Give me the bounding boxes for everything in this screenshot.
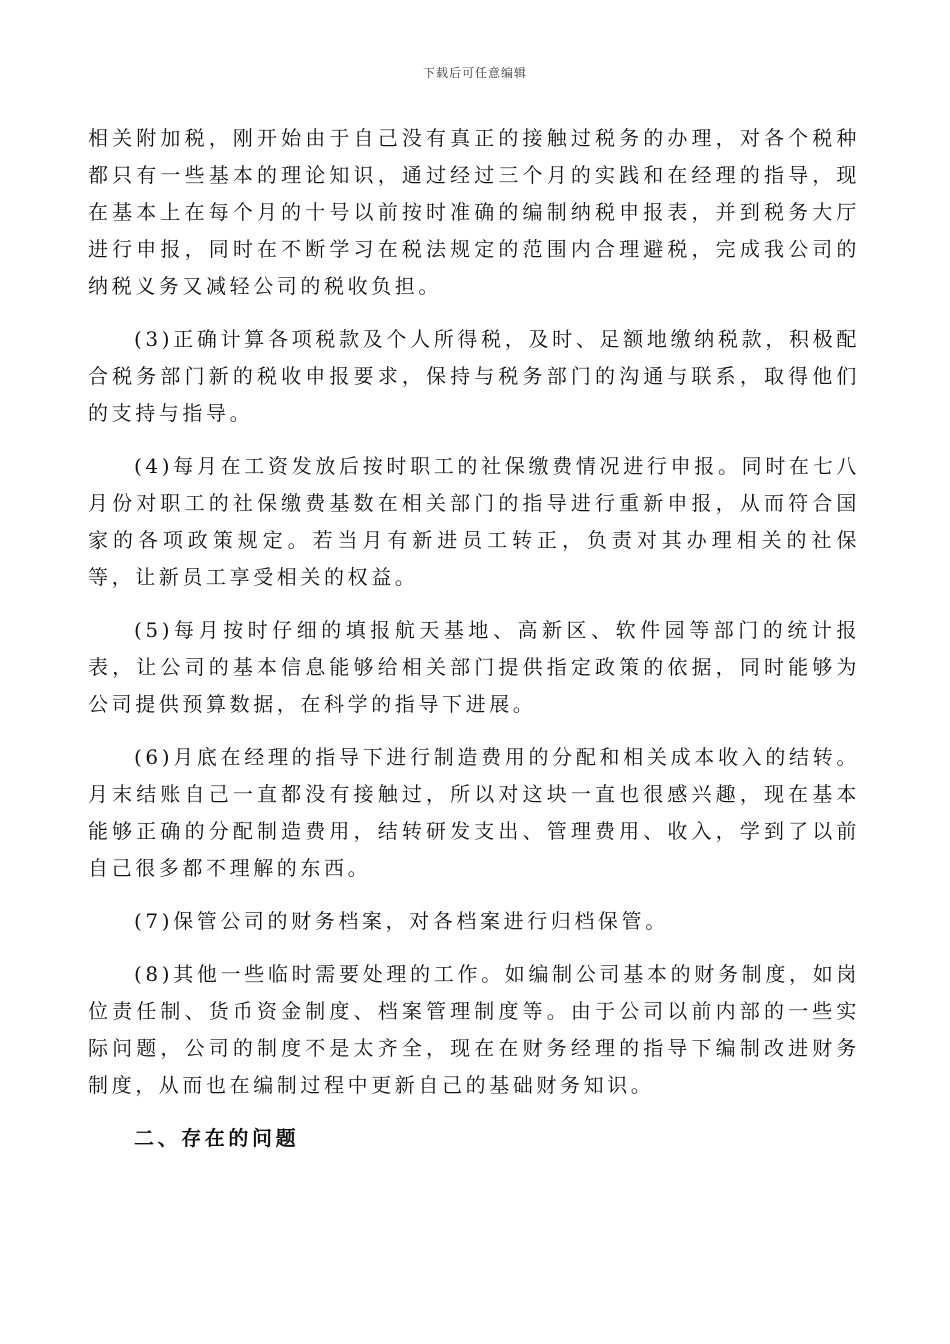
paragraph-tax-filing: 相关附加税，刚开始由于自己没有真正的接触过税务的办理，对各个税种都只有一些基本的理论知识，通过经过三个月的实践和在经理的指导，现在基本上在每个月的十号以前按时准确的编制纳税申报表，并到税务大厅进行申报，同时在不断学习在税法规定的范围内合理避税，完成我公司的纳税义务又减轻公司的税收负担。 bbox=[88, 126, 860, 298]
document-body bbox=[88, 120, 860, 1157]
paragraph-item-8: (8)其他一些临时需要处理的工作。如编制公司基本的财务制度，如岗位责任制、货币资金制度、档案管理制度等。由于公司以前内部的一些实际问题，公司的制度不是太齐全，现在在财务经理的指导下编制改进财务制度，从而也在编制过程中更新自己的基础财务知识。 bbox=[88, 962, 860, 1097]
paragraph-item-5: (5)每月按时仔细的填报航天基地、高新区、软件园等部门的统计报表，让公司的基本信息能够给相关部门提供指定政策的依据，同时能够为公司提供预算数据，在科学的指导下进展。 bbox=[88, 618, 860, 716]
paragraph-item-6: (6)月底在经理的指导下进行制造费用的分配和相关成本收入的结转。月末结账自己一直都没有接触过，所以对这块一直也很感兴趣，现在基本能够正确的分配制造费用，结转研发支出、管理费用、收入，学到了以前自己很多都不理解的东西。 bbox=[88, 745, 860, 880]
paragraph-item-7: (7)保管公司的财务档案，对各档案进行归档保管。 bbox=[134, 909, 669, 933]
section-heading-problems: 二、存在的问题 bbox=[134, 1126, 300, 1150]
paragraph-item-3: (3)正确计算各项税款及个人所得税，及时、足额地缴纳税款，积极配合税务部门新的税收申报要求，保持与税务部门的沟通与联系，取得他们的支持与指导。 bbox=[88, 327, 860, 425]
paragraph-item-4: (4)每月在工资发放后按时职工的社保缴费情况进行申报。同时在七八月份对职工的社保缴费基数在相关部门的指导进行重新申报，从而符合国家的各项政策规定。若当月有新进员工转正，负责对其办理相关的社保等，让新员工享受相关的权益。 bbox=[88, 454, 860, 589]
page-header-note: 下载后可任意编辑 bbox=[422, 66, 527, 80]
